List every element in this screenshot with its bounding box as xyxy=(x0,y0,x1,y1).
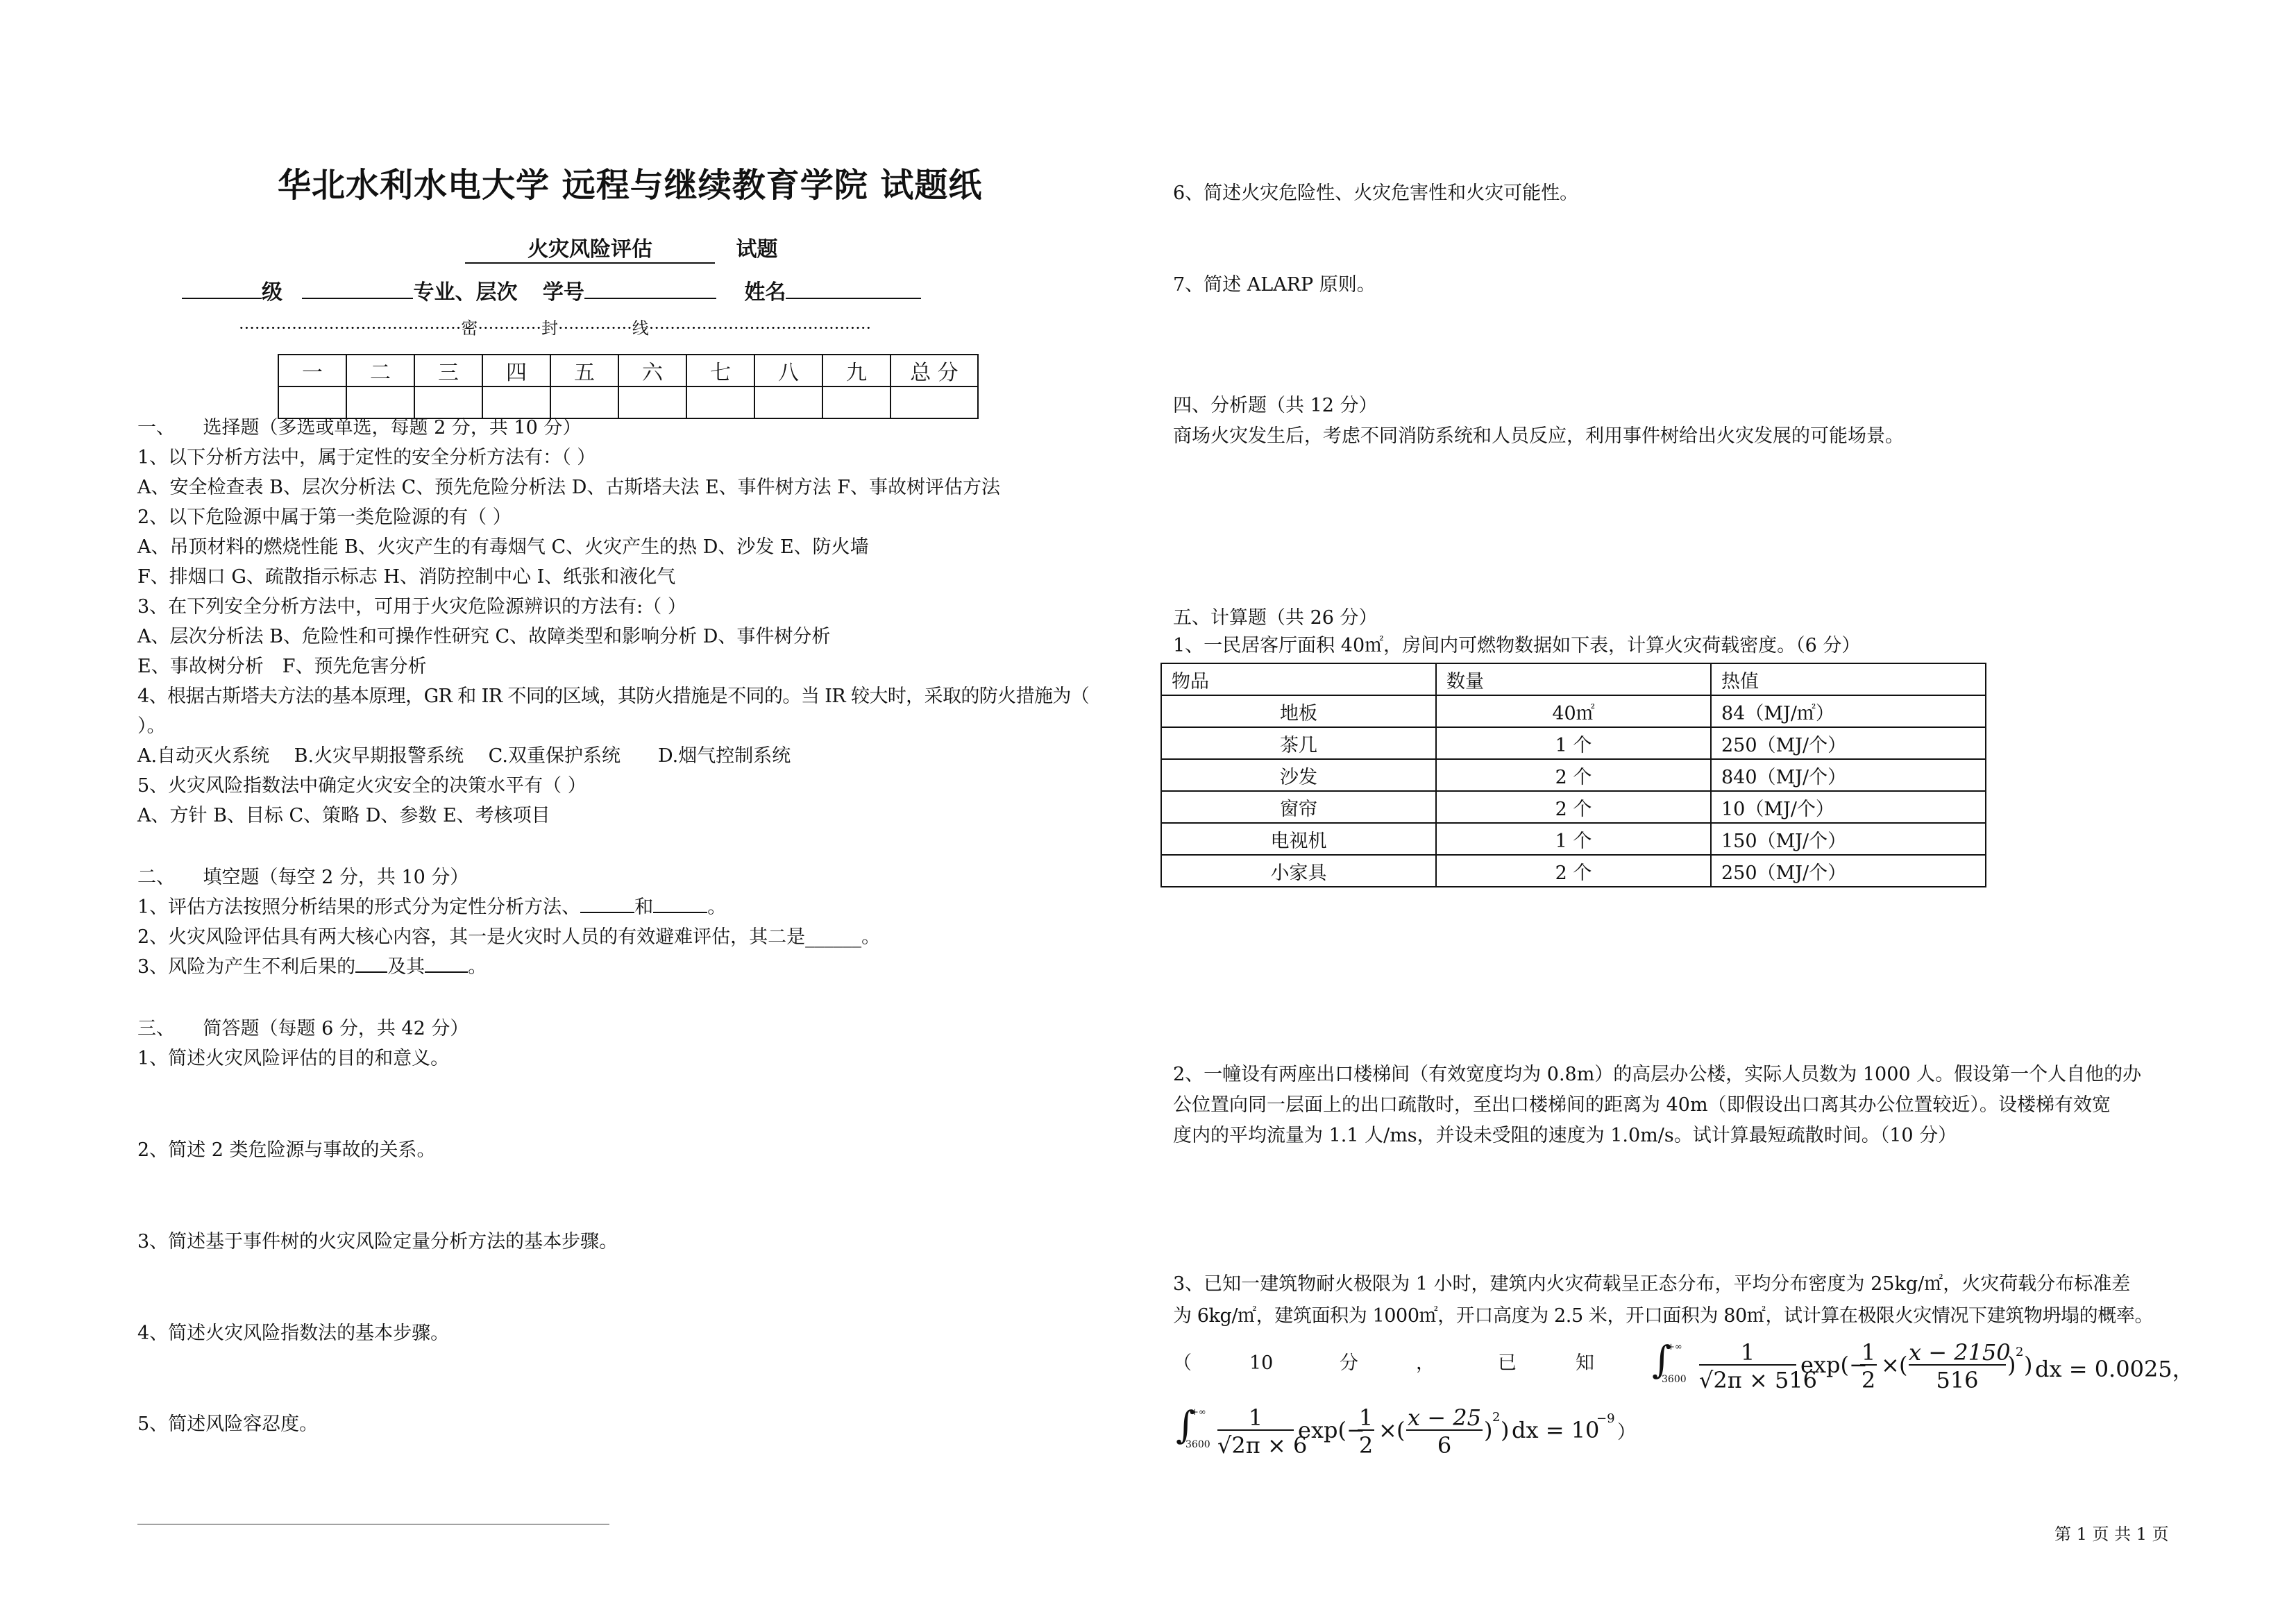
question-3-7: 7、简述 ALARP 原则。 xyxy=(1173,274,1376,296)
formula-2-close: ） xyxy=(1617,1422,1636,1443)
table-row xyxy=(1161,759,1986,791)
question-5-3-line-3 xyxy=(1173,1352,1659,1375)
table-row xyxy=(1161,695,1986,727)
score-value-row xyxy=(278,386,978,418)
name-blank[interactable] xyxy=(786,298,921,299)
course-suffix: 试题 xyxy=(736,237,778,262)
table-cell: 2 个 xyxy=(1436,855,1711,887)
seal-line: ··········································密············封··············线·········································· xyxy=(239,318,872,338)
question-3-4: 4、简述火灾风险指数法的基本步骤。 xyxy=(137,1323,450,1344)
z-numerator: x − 25 xyxy=(1408,1404,1481,1431)
half-numerator: 1 xyxy=(1358,1404,1374,1431)
question-2-1-text: 1、评估方法按照分析结果的形式分为定性分析方法、 xyxy=(137,897,581,918)
question-2-2: 2、火灾风险评估具有两大核心内容，其一是火灾时人员的有效避难评估，其二是______。 xyxy=(137,926,881,948)
major-label: 专业、层次 xyxy=(413,280,518,305)
table-row xyxy=(1161,823,1986,855)
question-1-5-options: A、方针 B、目标 C、策略 D、参数 E、考核项目 xyxy=(137,805,550,826)
score-cell[interactable] xyxy=(414,386,482,418)
table-header-row xyxy=(1161,663,1986,695)
question-2-1 xyxy=(137,896,726,919)
square-exponent: 2 xyxy=(2016,1345,2024,1359)
question-5-2-line-3: 度内的平均流量为 1.1 人/ms，并设未受阻的速度为 1.0m/s。试计算最短疏散时间。（10 分） xyxy=(1173,1125,1957,1146)
section-3-heading: 三、 简答题（每题 6 分，共 42 分） xyxy=(137,1018,469,1039)
section-1-heading: 一、 选择题（多选或单选，每题 2 分，共 10 分） xyxy=(137,417,582,439)
table-cell: 1 个 xyxy=(1436,823,1711,855)
question-1-1-options: A、安全检查表 B、层次分析法 C、预先危险分析法 D、古斯塔夫法 E、事件树方法 F、事故树评估方法 xyxy=(137,477,1001,498)
score-header: 七 xyxy=(686,355,754,386)
score-cell[interactable] xyxy=(482,386,550,418)
formula-1 xyxy=(1652,1338,2195,1402)
table-cell: 窗帘 xyxy=(1161,791,1436,823)
answer-blank[interactable] xyxy=(580,912,634,913)
question-5-3-line-2: 为 6kg/㎡，建筑面积为 1000㎡，开口高度为 2.5 米，开口面积为 80㎡，试计算在极限火灾情况下建筑物坍塌的概率。 xyxy=(1173,1305,2154,1327)
exp-text: exp(− xyxy=(1298,1417,1365,1443)
question-1-4-options: A.自动灭火系统 B.火灾早期报警系统 C.双重保护系统 D.烟气控制系统 xyxy=(137,745,791,767)
z-bar xyxy=(1406,1429,1483,1431)
score-header: 六 xyxy=(618,355,686,386)
score-cell[interactable] xyxy=(754,386,822,418)
exp-text: exp(− xyxy=(1800,1352,1868,1378)
half-bar xyxy=(1358,1429,1374,1431)
times-sign: × xyxy=(1378,1417,1397,1443)
square-exponent: 2 xyxy=(1492,1410,1501,1425)
fraction-denominator: √2π × 6 xyxy=(1217,1432,1308,1459)
exp-close: ) xyxy=(2024,1352,2033,1378)
score-cell[interactable] xyxy=(550,386,618,418)
open-paren: ( xyxy=(1396,1417,1406,1443)
question-2-3-and: 及其 xyxy=(387,956,425,978)
table-cell: 40㎡ xyxy=(1436,695,1711,727)
page-number: 第 1 页 共 1 页 xyxy=(2054,1524,2169,1544)
table-cell: 地板 xyxy=(1161,695,1436,727)
score-header: 一 xyxy=(278,355,346,386)
question-1-1: 1、以下分析方法中，属于定性的安全分析方法有：（ ） xyxy=(137,447,596,468)
fraction-numerator: 1 xyxy=(1740,1339,1755,1366)
z-denominator: 516 xyxy=(1936,1367,1979,1393)
question-2-3-text: 3、风险为产生不利后果的 xyxy=(137,956,356,978)
question-2-1-end: 。 xyxy=(707,897,727,918)
fraction-numerator: 1 xyxy=(1248,1404,1263,1431)
score-cell[interactable] xyxy=(618,386,686,418)
score-header: 九 xyxy=(822,355,890,386)
question-3-1: 1、简述火灾风险评估的目的和意义。 xyxy=(137,1048,450,1069)
section-5-heading: 五、计算题（共 26 分） xyxy=(1173,607,1378,629)
formula-2-exponent: −9 xyxy=(1596,1411,1615,1426)
question-1-2-options-a: A、吊顶材料的燃烧性能 B、火灾产生的有毒烟气 C、火灾产生的热 D、沙发 E、防火墙 xyxy=(137,536,869,558)
answer-blank[interactable] xyxy=(425,971,468,973)
grade-blank[interactable] xyxy=(182,298,262,299)
course-line xyxy=(465,232,777,264)
question-3-5: 5、简述风险容忍度。 xyxy=(137,1413,319,1435)
close-paren: ) xyxy=(1484,1417,1493,1443)
id-blank[interactable] xyxy=(584,298,716,299)
integral-lower: 3600 xyxy=(1662,1374,1687,1385)
question-5-1: 1、一民居客厅面积 40㎡，房间内可燃物数据如下表，计算火灾荷载密度。（6 分） xyxy=(1173,635,1861,656)
table-row xyxy=(1161,855,1986,887)
table-cell: 2 个 xyxy=(1436,759,1711,791)
question-5-2-line-2: 公位置向同一层面上的出口疏散时，至出口楼梯间的距离为 40m（即假设出口离其办公位置较近）。设楼梯有效宽 xyxy=(1173,1094,2111,1116)
question-4-1: 商场火灾发生后，考虑不同消防系统和人员反应，利用事件树给出火灾发展的可能场景。 xyxy=(1173,425,1904,447)
given-points-unit: 分 xyxy=(1340,1352,1358,1374)
exp-close: ) xyxy=(1501,1417,1510,1443)
question-2-3-end: 。 xyxy=(468,956,487,978)
score-header: 八 xyxy=(754,355,822,386)
integral-upper: +∞ xyxy=(1191,1407,1206,1418)
major-blank[interactable] xyxy=(302,298,413,299)
table-header-cell: 数量 xyxy=(1436,663,1711,695)
half-denominator: 2 xyxy=(1861,1367,1876,1393)
given-comma: ， xyxy=(1416,1352,1435,1374)
score-header: 五 xyxy=(550,355,618,386)
score-cell[interactable] xyxy=(822,386,890,418)
question-1-3: 3、在下列安全分析方法中，可用于火灾危险源辨识的方法有:（ ） xyxy=(137,596,686,618)
fraction-denominator: √2π × 516 xyxy=(1699,1367,1818,1393)
id-label: 学号 xyxy=(542,280,584,305)
fraction-bar xyxy=(1699,1364,1796,1366)
answer-blank[interactable] xyxy=(653,912,707,913)
question-2-3 xyxy=(137,955,487,979)
student-info-line xyxy=(182,275,921,305)
table-cell: 250（MJ/个） xyxy=(1711,727,1986,759)
score-header: 四 xyxy=(482,355,550,386)
half-denominator: 2 xyxy=(1358,1432,1374,1459)
given-word-1: 已 xyxy=(1498,1352,1517,1374)
integral-lower: 3600 xyxy=(1185,1439,1210,1450)
open-paren: ( xyxy=(1899,1352,1908,1378)
question-5-2-line-1: 2、一幢设有两座出口楼梯间（有效宽度均为 0.8m）的高层办公楼，实际人员数为 1000 人。假设第一个人自他的办 xyxy=(1173,1064,2142,1085)
question-3-6: 6、简述火灾危险性、火灾危害性和火灾可能性。 xyxy=(1173,182,1579,204)
table-cell: 10（MJ/个） xyxy=(1711,791,1986,823)
score-header: 二 xyxy=(346,355,414,386)
question-3-3: 3、简述基于事件树的火灾风险定量分析方法的基本步骤。 xyxy=(137,1231,618,1252)
score-header: 总 分 xyxy=(890,355,978,386)
table-cell: 电视机 xyxy=(1161,823,1436,855)
table-header-cell: 热值 xyxy=(1711,663,1986,695)
question-1-2: 2、以下危险源中属于第一类危险源的有（ ） xyxy=(137,507,512,528)
score-header-row xyxy=(278,355,978,386)
question-1-5: 5、火灾风险指数法中确定火灾安全的决策水平有（ ） xyxy=(137,775,586,797)
name-label: 姓名 xyxy=(744,280,786,305)
combustibles-table xyxy=(1160,663,1986,887)
formula-1-result: dx = 0.0025， xyxy=(2035,1356,2195,1382)
question-1-3-options-b: E、事故树分析 F、预先危害分析 xyxy=(137,656,427,677)
formula-2-result: dx = 10 xyxy=(1512,1417,1600,1443)
integral-upper: +∞ xyxy=(1667,1342,1682,1352)
question-1-3-options-a: A、层次分析法 B、危险性和可操作性研究 C、故障类型和影响分析 D、事件树分析 xyxy=(137,626,831,647)
given-points: 10 xyxy=(1249,1352,1274,1374)
table-cell: 沙发 xyxy=(1161,759,1436,791)
question-1-4-close: ）。 xyxy=(137,715,166,737)
question-5-3-line-1: 3、已知一建筑物耐火极限为 1 小时，建筑内火灾荷载呈正态分布，平均分布密度为 25kg/㎡，火灾荷载分布标准差 xyxy=(1173,1273,2131,1295)
section-4-heading: 四、分析题（共 12 分） xyxy=(1173,395,1378,416)
score-cell[interactable] xyxy=(278,386,346,418)
integral-sign: ∫ xyxy=(1652,1338,1672,1382)
score-cell[interactable] xyxy=(686,386,754,418)
score-header: 三 xyxy=(414,355,482,386)
table-cell: 1 个 xyxy=(1436,727,1711,759)
table-header-cell: 物品 xyxy=(1161,663,1436,695)
half-numerator: 1 xyxy=(1861,1339,1876,1366)
table-row xyxy=(1161,727,1986,759)
table-cell: 150（MJ/个） xyxy=(1711,823,1986,855)
z-denominator: 6 xyxy=(1437,1432,1452,1459)
score-table xyxy=(278,354,979,419)
table-cell: 茶几 xyxy=(1161,727,1436,759)
question-1-4: 4、根据古斯塔夫方法的基本原理，GR 和 IR 不同的区域，其防火措施是不同的。当 IR 较大时，采取的防火措施为（ xyxy=(137,686,1090,707)
half-bar xyxy=(1860,1364,1877,1366)
given-paren: （ xyxy=(1173,1352,1192,1374)
z-numerator: x − 2150 xyxy=(1909,1339,2011,1366)
z-bar xyxy=(1909,1364,2006,1366)
close-paren: ) xyxy=(2007,1352,2016,1378)
question-2-1-and: 和 xyxy=(634,897,654,918)
given-word-2: 知 xyxy=(1576,1352,1594,1374)
section-2-heading: 二、 填空题（每空 2 分，共 10 分） xyxy=(137,867,469,888)
course-name: 火灾风险评估 xyxy=(465,232,715,264)
table-cell: 2 个 xyxy=(1436,791,1711,823)
question-3-2: 2、简述 2 类危险源与事故的关系。 xyxy=(137,1139,436,1161)
question-1-2-options-b: F、排烟口 G、疏散指示标志 H、消防控制中心 I、纸张和液化气 xyxy=(137,566,676,588)
integral-sign: ∫ xyxy=(1176,1403,1196,1447)
formula-2 xyxy=(1176,1404,1648,1467)
table-row xyxy=(1161,791,1986,823)
fraction-bar xyxy=(1217,1429,1294,1431)
grade-label: 级 xyxy=(262,280,282,305)
table-cell: 小家具 xyxy=(1161,855,1436,887)
table-cell: 840（MJ/个） xyxy=(1711,759,1986,791)
table-cell: 84（MJ/㎡） xyxy=(1711,695,1986,727)
answer-blank[interactable] xyxy=(355,971,387,973)
times-sign: × xyxy=(1881,1352,1900,1378)
score-cell[interactable] xyxy=(890,386,978,418)
score-cell[interactable] xyxy=(346,386,414,418)
table-cell: 250（MJ/个） xyxy=(1711,855,1986,887)
page-title: 华北水利水电大学 远程与继续教育学院 试题纸 xyxy=(278,166,983,205)
